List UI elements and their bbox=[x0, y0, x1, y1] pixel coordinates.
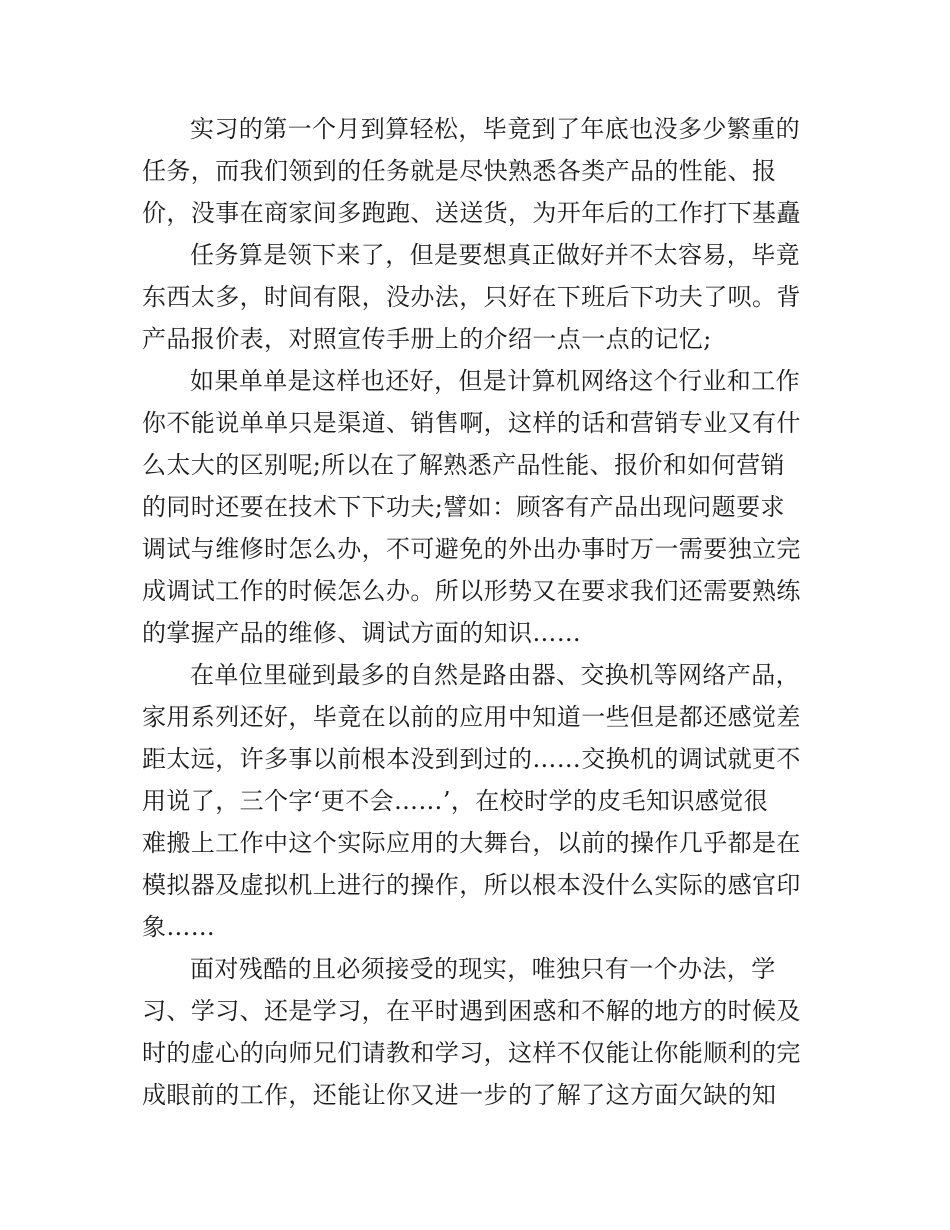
text-line: 难搬上工作中这个实际应用的大舞台，以前的操作几乎都是在 bbox=[142, 829, 801, 857]
paragraph-5 bbox=[142, 948, 814, 1116]
text-line: 家用系列还好，毕竟在以前的应用中知道一些但是都还感觉差 bbox=[142, 703, 801, 731]
paragraph-1 bbox=[142, 108, 814, 234]
text-line: 用说了，三个字‘更不会……’，在校时学的皮毛知识感觉很 bbox=[142, 787, 769, 815]
text-line: 距太远，许多事以前根本没到到过的……交换机的调试就更不 bbox=[142, 745, 801, 773]
text-line: 习、学习、还是学习，在平时遇到困惑和不解的地方的时候及 bbox=[142, 997, 801, 1025]
text-line: 模拟器及虚拟机上进行的操作，所以根本没什么实际的感官印 bbox=[142, 871, 801, 899]
text-line: 价，没事在商家间多跑跑、送送货，为开年后的工作打下基矗 bbox=[142, 199, 801, 227]
text-line: 东西太多，时间有限，没办法，只好在下班后下功夫了呗。背 bbox=[142, 283, 801, 311]
text-line: 的同时还要在技术下下功夫;譬如：顾客有产品出现问题要求 bbox=[142, 493, 785, 521]
text-line: 成眼前的工作，还能让你又进一步的了解了这方面欠缺的知 bbox=[142, 1081, 777, 1109]
text-line: 产品报价表，对照宣传手册上的介绍一点一点的记忆; bbox=[142, 325, 712, 353]
body-text bbox=[142, 108, 814, 1116]
text-line: 任务算是领下来了，但是要想真正做好并不太容易，毕竟 bbox=[190, 241, 800, 269]
text-line: 么太大的区别呢;所以在了解熟悉产品性能、报价和如何营销 bbox=[142, 451, 785, 479]
text-line: 象…… bbox=[142, 913, 216, 941]
text-line: 调试与维修时怎么办，不可避免的外出办事时万一需要独立完 bbox=[142, 535, 801, 563]
text-line: 你不能说单单只是渠道、销售啊，这样的话和营销专业又有什 bbox=[142, 409, 801, 437]
text-line: 面对残酷的且必须接受的现实，唯独只有一个办法，学 bbox=[190, 955, 776, 983]
paragraph-3 bbox=[142, 360, 814, 654]
text-line: 在单位里碰到最多的自然是路由器、交换机等网络产品， bbox=[190, 661, 800, 689]
text-line: 成调试工作的时候怎么办。所以形势又在要求我们还需要熟练 bbox=[142, 577, 801, 605]
text-line: 的掌握产品的维修、调试方面的知识…… bbox=[142, 619, 582, 647]
paragraph-4 bbox=[142, 654, 814, 948]
text-line: 如果单单是这样也还好，但是计算机网络这个行业和工作 bbox=[190, 367, 800, 395]
text-line: 任务，而我们领到的任务就是尽快熟悉各类产品的性能、报 bbox=[142, 157, 777, 185]
text-line: 时的虚心的向师兄们请教和学习，这样不仅能让你能顺利的完 bbox=[142, 1039, 801, 1067]
text-line: 实习的第一个月到算轻松，毕竟到了年底也没多少繁重的 bbox=[190, 115, 800, 143]
paragraph-2 bbox=[142, 234, 814, 360]
